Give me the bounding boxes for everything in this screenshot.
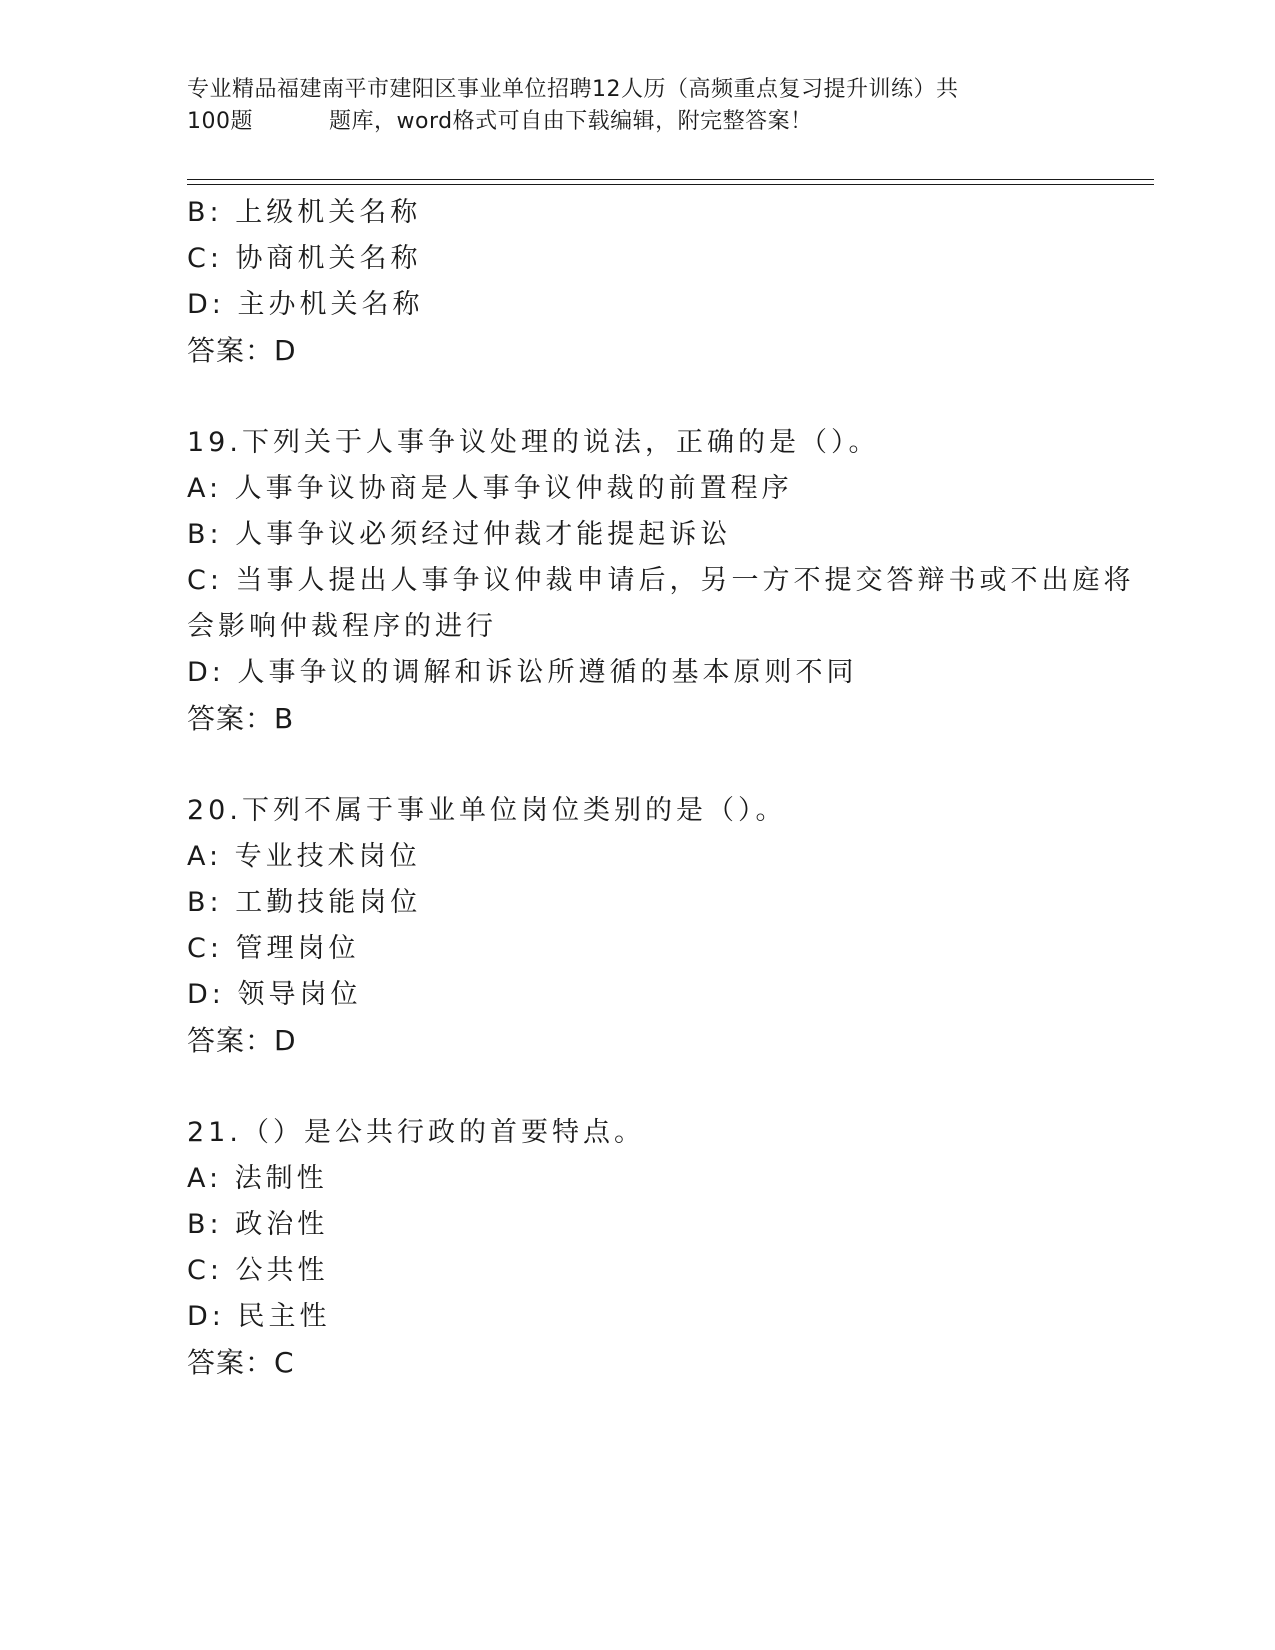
option-b: B: 上级机关名称: [187, 197, 422, 228]
answer-line: 答案：C: [187, 1346, 295, 1379]
option-d: D: 领导岗位: [187, 979, 362, 1010]
header-description: 题库，word格式可自由下载编辑，附完整答案！: [329, 109, 813, 134]
question-stem: 21.（）是公共行政的首要特点。: [187, 1117, 645, 1148]
option-a: A: 法制性: [187, 1163, 328, 1194]
question-21: [187, 1110, 1147, 1386]
header-question-count: 100题: [187, 109, 253, 134]
question-19: [187, 420, 1147, 742]
header-divider-top: [187, 179, 1154, 180]
option-c: C: 管理岗位: [187, 933, 360, 964]
option-c-continued: 会影响仲裁程序的进行: [187, 611, 497, 642]
option-b: B: 工勤技能岗位: [187, 887, 422, 918]
header-divider-bottom: [187, 184, 1154, 185]
option-d: D: 主办机关名称: [187, 289, 424, 320]
option-d: D: 人事争议的调解和诉讼所遵循的基本原则不同: [187, 657, 858, 688]
question-stem: 20.下列不属于事业单位岗位类别的是（）。: [187, 795, 787, 826]
option-b: B: 政治性: [187, 1209, 329, 1240]
question-stem: 19.下列关于人事争议处理的说法，正确的是（）。: [187, 427, 880, 458]
option-a: A: 人事争议协商是人事争议仲裁的前置程序: [187, 473, 793, 504]
question-20: [187, 788, 1147, 1064]
document-header: [187, 74, 1087, 138]
answer-line: 答案：B: [187, 702, 295, 735]
option-a: A: 专业技术岗位: [187, 841, 421, 872]
header-line-2: [187, 106, 1087, 138]
answer-line: 答案：D: [187, 334, 297, 367]
document-body: [187, 190, 1147, 1386]
option-d: D: 民主性: [187, 1301, 331, 1332]
option-c: C: 公共性: [187, 1255, 329, 1286]
option-c: C: 当事人提出人事争议仲裁申请后，另一方不提交答辩书或不出庭将: [187, 565, 1135, 596]
option-c: C: 协商机关名称: [187, 243, 422, 274]
header-line-1: 专业精品福建南平市建阳区事业单位招聘12人历（高频重点复习提升训练）共: [187, 77, 959, 102]
answer-line: 答案：D: [187, 1024, 297, 1057]
question-18-continued: [187, 190, 1147, 374]
option-b: B: 人事争议必须经过仲裁才能提起诉讼: [187, 519, 732, 550]
